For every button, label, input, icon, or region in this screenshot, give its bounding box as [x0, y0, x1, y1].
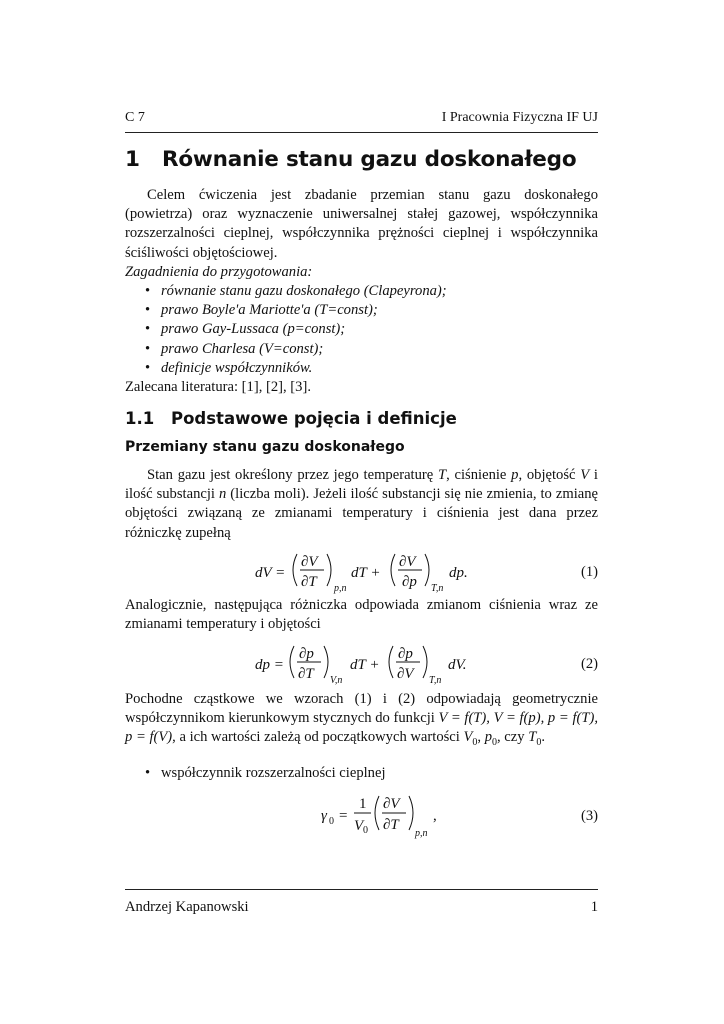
header-right: I Pracownia Fizyczna IF UJ — [441, 110, 598, 125]
paragraph-state: Stan gazu jest określony przez jego temperaturę T, ciśnienie p, objętość V i ilość substancji n (liczba moli). Jeżeli ilość substancji się nie zmienia, to zmianę objętości związaną ze zmianami temperatury i ciśnienia jest dana przez różniczkę zupełną — [125, 467, 598, 541]
header-left: C 7 — [125, 110, 145, 125]
eq3-frac-den-sub: 0 — [363, 825, 368, 836]
equation-3-number: (3) — [580, 808, 598, 824]
eq3-sub: p,n — [415, 828, 428, 839]
section-title — [125, 147, 576, 172]
eq3-eq: = — [339, 808, 348, 824]
header-rule — [125, 132, 598, 133]
eq2-lhs: dp = — [255, 657, 284, 673]
topic-item: • definicje współczynników. — [125, 359, 447, 378]
footer-page-number: 1 — [590, 899, 598, 915]
eq2-den1: ∂T — [298, 666, 314, 682]
equation-3 — [125, 786, 598, 846]
subsection-title-text: Podstawowe pojęcia i definicje — [171, 409, 457, 428]
eq3-end: , — [433, 808, 437, 824]
bullet-dot: • — [145, 765, 151, 781]
page-footer — [125, 899, 598, 916]
eq1-num2: ∂V — [399, 554, 416, 570]
eq2-num1: ∂p — [299, 646, 314, 662]
topic-item: • prawo Charlesa (V=const); — [125, 340, 447, 359]
paragraph-heading: Przemiany stanu gazu doskonałego — [125, 439, 405, 455]
topic-item: • prawo Gay-Lussaca (p=const); — [125, 320, 447, 339]
equation-2 — [125, 638, 598, 698]
eq1-lparen-1 — [293, 554, 297, 586]
eq3-lparen — [375, 796, 379, 830]
eq2-end: dV. — [448, 657, 467, 673]
equation-1-number: (1) — [580, 564, 598, 580]
topic-item: • równanie stanu gazu doskonałego (Clapeyrona); — [125, 282, 447, 301]
eq3-lhs-sub: 0 — [329, 816, 334, 827]
eq1-den2: ∂p — [402, 574, 417, 590]
eq3-lhs: γ — [321, 808, 327, 824]
topic-item: • prawo Boyle'a Mariotte'a (T=const); — [125, 301, 447, 320]
eq1-den1: ∂T — [301, 574, 317, 590]
eq1-mid: dT + — [351, 565, 381, 581]
subsection-title — [125, 409, 457, 428]
eq3-num: ∂V — [383, 796, 400, 812]
eq1-rparen-2 — [425, 554, 429, 586]
eq2-lparen-1 — [290, 646, 294, 678]
section-title-text: Równanie stanu gazu doskonałego — [162, 147, 577, 172]
subsection-number: 1.1 — [125, 409, 155, 428]
intro-paragraph: Celem ćwiczenia jest zbadanie przemian stanu gazu doskonałego (powietrza) oraz wyznaczenie uniwersalnej stałej gazowej, współczynnika rozszerzalności cieplnej, współczynnika prężności cieplnej i współczynnika ściśliwości objętościowej. — [125, 187, 598, 261]
footer-rule — [125, 889, 598, 890]
eq3-frac-num: 1 — [359, 796, 367, 812]
topics-list — [125, 282, 447, 378]
topics-label: Zagadnienia do przygotowania: — [125, 264, 313, 280]
equation-2-formula — [125, 638, 598, 698]
paragraph-analog: Analogicznie, następująca różniczka odpowiada zmianom ciśnienia wraz ze zmianami temperatury i objętości — [125, 597, 598, 633]
eq1-rparen-1 — [327, 554, 331, 586]
eq2-sub2: T,n — [429, 675, 442, 686]
eq1-sub1: p,n — [334, 583, 347, 594]
eq2-sub1: V,n — [330, 675, 343, 686]
running-header — [125, 110, 598, 126]
literature-line: Zalecana literatura: [1], [2], [3]. — [125, 379, 311, 395]
footer-author: Andrzej Kapanowski — [125, 899, 249, 915]
coefficient-bullet-text: współczynnik rozszerzalności cieplnej — [161, 765, 386, 781]
eq1-lparen-2 — [391, 554, 395, 586]
eq2-rparen-1 — [324, 646, 328, 678]
eq3-frac-den: V — [354, 818, 364, 834]
equation-3-formula — [125, 786, 598, 846]
eq2-num2: ∂p — [398, 646, 413, 662]
eq2-lparen-2 — [389, 646, 393, 678]
eq3-rparen — [409, 796, 413, 830]
eq3-den: ∂T — [383, 817, 399, 833]
eq1-lhs: dV = — [255, 565, 286, 581]
eq2-den2: ∂V — [397, 666, 414, 682]
equation-2-number: (2) — [580, 656, 598, 672]
eq2-rparen-2 — [423, 646, 427, 678]
eq2-mid: dT + — [350, 657, 380, 673]
eq1-end: dp. — [449, 565, 468, 581]
paragraph-derivatives: Pochodne cząstkowe we wzorach (1) i (2) odpowiadają geometrycznie współczynnikom kierunkowym stycznych do funkcji V = f(T), V = f(p), p = f(T), p = f(V), a ich wartości zależą od początkowych wartości $V_0$, $p_0$, czy $T_0$. — [125, 691, 598, 749]
eq1-num1: ∂V — [301, 554, 318, 570]
eq1-sub2: T,n — [431, 583, 444, 594]
section-number: 1 — [125, 147, 140, 172]
